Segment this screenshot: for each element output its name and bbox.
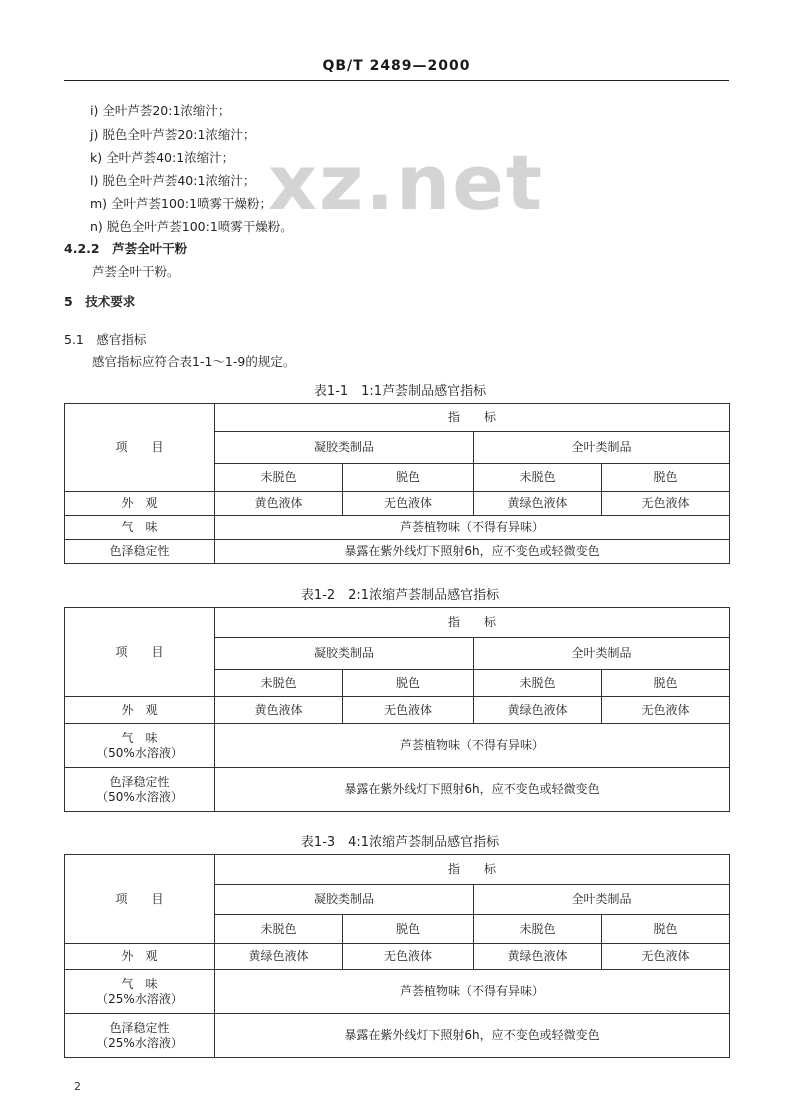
appearance-value: 黄绿色液体 [474,697,602,724]
appearance-value: 无色液体 [343,697,474,724]
index-header: 指 标 [215,608,730,638]
index-header: 指 标 [215,404,730,432]
table-caption: 表1-3 4:1浓缩芦荟制品感官指标 [300,835,500,850]
item-header: 项 目 [65,404,215,492]
appearance-value: 无色液体 [343,492,474,516]
odor-label: 气 味 （25%水溶液） [65,970,215,1014]
decolorized-header: 脱色 [602,464,730,492]
appearance-label: 外 观 [65,697,215,724]
section-422-heading: 4.2.2 芦荟全叶干粉 [64,241,188,256]
group-whole-leaf-header: 全叶类制品 [474,885,730,915]
undecolorized-header: 未脱色 [215,915,343,944]
item-header: 项 目 [65,855,215,944]
odor-value: 芦荟植物味（不得有异味） [215,724,730,768]
appearance-value: 无色液体 [602,697,730,724]
stability-value: 暴露在紫外线灯下照射6h，应不变色或轻微变色 [215,768,730,812]
appearance-value: 无色液体 [602,944,730,970]
appearance-label: 外 观 [65,492,215,516]
list-item: l) 脱色全叶芦荟40:1浓缩汁； [90,173,256,188]
table-caption: 表1-2 2:1浓缩芦荟制品感官指标 [300,588,500,603]
appearance-value: 无色液体 [343,944,474,970]
list-item: n) 脱色全叶芦荟100:1喷雾干燥粉。 [90,219,293,234]
undecolorized-header: 未脱色 [474,915,602,944]
sensory-table-1-3 [64,854,730,1058]
stability-value: 暴露在紫外线灯下照射6h，应不变色或轻微变色 [215,1014,730,1058]
list-item: j) 脱色全叶芦荟20:1浓缩汁； [90,127,256,142]
index-header: 指 标 [215,855,730,885]
undecolorized-header: 未脱色 [215,670,343,697]
appearance-value: 黄绿色液体 [215,944,343,970]
appearance-label: 外 观 [65,944,215,970]
list-item: m) 全叶芦荟100:1喷雾干燥粉； [90,196,273,211]
undecolorized-header: 未脱色 [474,464,602,492]
item-header: 项 目 [65,608,215,697]
stability-label: 色泽稳定性 （50%水溶液） [65,768,215,812]
decolorized-header: 脱色 [602,915,730,944]
stability-label: 色泽稳定性 [65,540,215,564]
undecolorized-header: 未脱色 [474,670,602,697]
undecolorized-header: 未脱色 [215,464,343,492]
section-422-body: 芦荟全叶干粉。 [92,264,180,279]
sensory-table-1-1 [64,403,730,564]
group-gel-header: 凝胶类制品 [215,638,474,670]
group-gel-header: 凝胶类制品 [215,885,474,915]
list-item: k) 全叶芦荟40:1浓缩汁； [90,150,235,165]
appearance-value: 黄绿色液体 [474,944,602,970]
page-number: 2 [74,1080,81,1093]
odor-label: 气 味 （50%水溶液） [65,724,215,768]
stability-label: 色泽稳定性 （25%水溶液） [65,1014,215,1058]
decolorized-header: 脱色 [602,670,730,697]
table-caption: 表1-1 1:1芦荟制品感官指标 [313,384,487,399]
section-51-heading: 5.1 感官指标 [64,332,147,347]
appearance-value: 黄色液体 [215,492,343,516]
group-whole-leaf-header: 全叶类制品 [474,638,730,670]
decolorized-header: 脱色 [343,670,474,697]
sensory-table-1-2 [64,607,730,812]
watermark: xz.net [268,138,545,227]
group-whole-leaf-header: 全叶类制品 [474,432,730,464]
section-5-heading: 5 技术要求 [64,294,136,309]
decolorized-header: 脱色 [343,915,474,944]
odor-label: 气 味 [65,516,215,540]
odor-value: 芦荟植物味（不得有异味） [215,516,730,540]
group-gel-header: 凝胶类制品 [215,432,474,464]
page-header: QB/T 2489—2000 [64,58,729,81]
decolorized-header: 脱色 [343,464,474,492]
odor-value: 芦荟植物味（不得有异味） [215,970,730,1014]
section-51-body: 感官指标应符合表1-1～1-9的规定。 [92,354,296,369]
appearance-value: 黄绿色液体 [474,492,602,516]
list-item: i) 全叶芦荟20:1浓缩汁； [90,103,231,118]
stability-value: 暴露在紫外线灯下照射6h，应不变色或轻微变色 [215,540,730,564]
appearance-value: 无色液体 [602,492,730,516]
appearance-value: 黄色液体 [215,697,343,724]
